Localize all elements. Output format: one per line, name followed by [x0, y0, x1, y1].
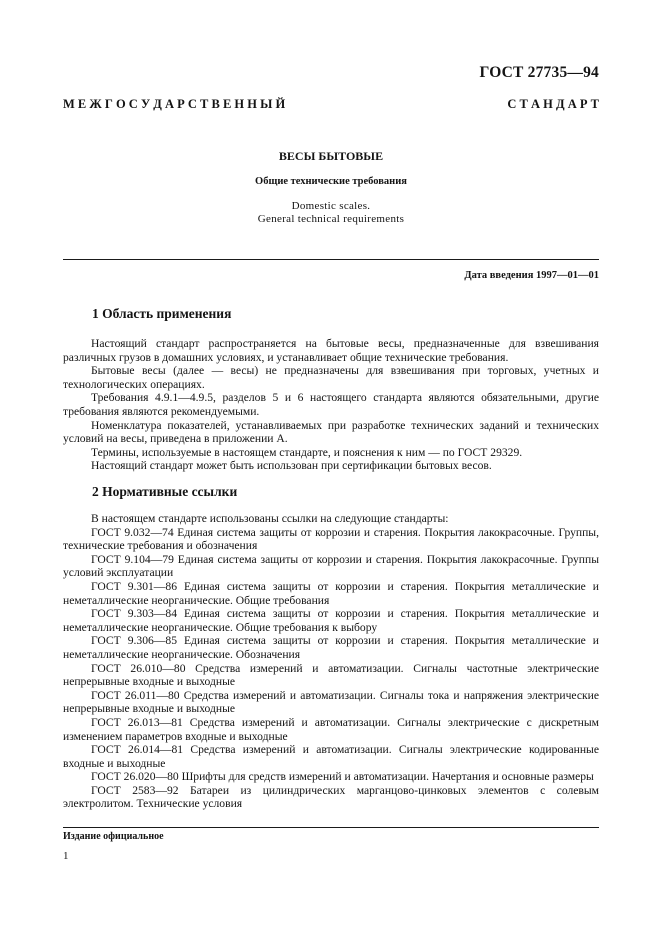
- paragraph: Настоящий стандарт может быть использован при сертификации бытовых весов.: [91, 459, 492, 473]
- reference-item: ГОСТ 9.032—74 Единая система защиты от коррозии и старения. Покрытия лакокрасочные. Группы, технические требования и обозначения: [63, 525, 599, 553]
- reference-item: ГОСТ 26.011—80 Средства измерений и автоматизации. Сигналы тока и напряжения электрические непрерывные входные и выходные: [63, 688, 599, 716]
- reference-item: ГОСТ 26.010—80 Средства измерений и автоматизации. Сигналы частотные электрические непрерывные входные и выходные: [63, 661, 599, 689]
- section-heading: 1 Область применения: [92, 306, 232, 321]
- standard-type-word: С Т А Н Д А Р Т: [507, 97, 599, 111]
- english-subtitle: General technical requirements: [257, 213, 405, 225]
- paragraph: В настоящем стандарте использованы ссылки на следующие стандарты:: [91, 512, 449, 525]
- standard-type-word: М Е Ж Г О С У Д А Р С Т В Е Н Н Ы Й: [63, 97, 286, 111]
- english-title: Domestic scales.: [291, 200, 371, 212]
- reference-item: ГОСТ 9.104—79 Единая система защиты от коррозии и старения. Покрытия лакокрасочные. Группы условий эксплуатации: [63, 552, 599, 580]
- edition-label: Издание официальное: [63, 831, 164, 842]
- gost-code: ГОСТ 27735—94: [479, 64, 599, 81]
- paragraph: Настоящий стандарт распространяется на бытовые весы, предназначенные для взвешивания различных грузов в домашних условиях, и устанавливает общие технические требования.: [63, 337, 599, 364]
- header-divider: [63, 259, 599, 260]
- reference-item: ГОСТ 26.014—81 Средства измерений и автоматизации. Сигналы электрические кодированные входные и выходные: [63, 743, 599, 770]
- section-body: [63, 337, 599, 473]
- paragraph: Термины, используемые в настоящем стандарте, и пояснения к ним — по ГОСТ 29329.: [91, 445, 523, 459]
- reference-item: ГОСТ 9.301—86 Единая система защиты от коррозии и старения. Покрытия металлические и неметаллические неорганические. Общие требования: [63, 579, 599, 607]
- section-heading: 2 Нормативные ссылки: [92, 484, 238, 499]
- reference-item: ГОСТ 26.020—80 Шрифты для средств измерений и автоматизации. Начертания и основные размеры: [91, 770, 594, 784]
- reference-item: ГОСТ 9.306—85 Единая система защиты от коррозии и старения. Покрытия металлические и неметаллические неорганические. Обозначения: [63, 634, 599, 661]
- page-number: 1: [63, 850, 69, 862]
- reference-item: ГОСТ 9.303—84 Единая система защиты от коррозии и старения. Покрытия металлические и неметаллические неорганические. Общие требования к выбору: [63, 607, 599, 634]
- paragraph: Бытовые весы (далее — весы) не предназначены для взвешивания при торговых, учетных и технологических операциях.: [63, 364, 599, 391]
- intro-date: Дата введения 1997—01—01: [464, 270, 599, 281]
- reference-item: ГОСТ 26.013—81 Средства измерений и автоматизации. Сигналы электрические с дискретным изменением параметров входные и выходные: [63, 715, 599, 743]
- document-title: ВЕСЫ БЫТОВЫЕ: [278, 149, 384, 163]
- reference-item: ГОСТ 2583—92 Батареи из цилиндрических марганцово-цинковых элементов с солевым электролитом. Технические условия: [63, 783, 599, 811]
- standard-type-banner: [63, 97, 599, 112]
- section-body: [63, 512, 599, 811]
- paragraph: Требования 4.9.1—4.9.5, разделов 5 и 6 настоящего стандарта являются обязательными, другие требования являются рекомендуемыми.: [63, 391, 599, 418]
- footer-divider: [63, 827, 599, 828]
- paragraph: Номенклатура показателей, устанавливаемых при разработке технических заданий и технических условий на весы, приведена в приложении А.: [63, 418, 599, 446]
- document-subtitle: Общие технические требования: [255, 176, 407, 187]
